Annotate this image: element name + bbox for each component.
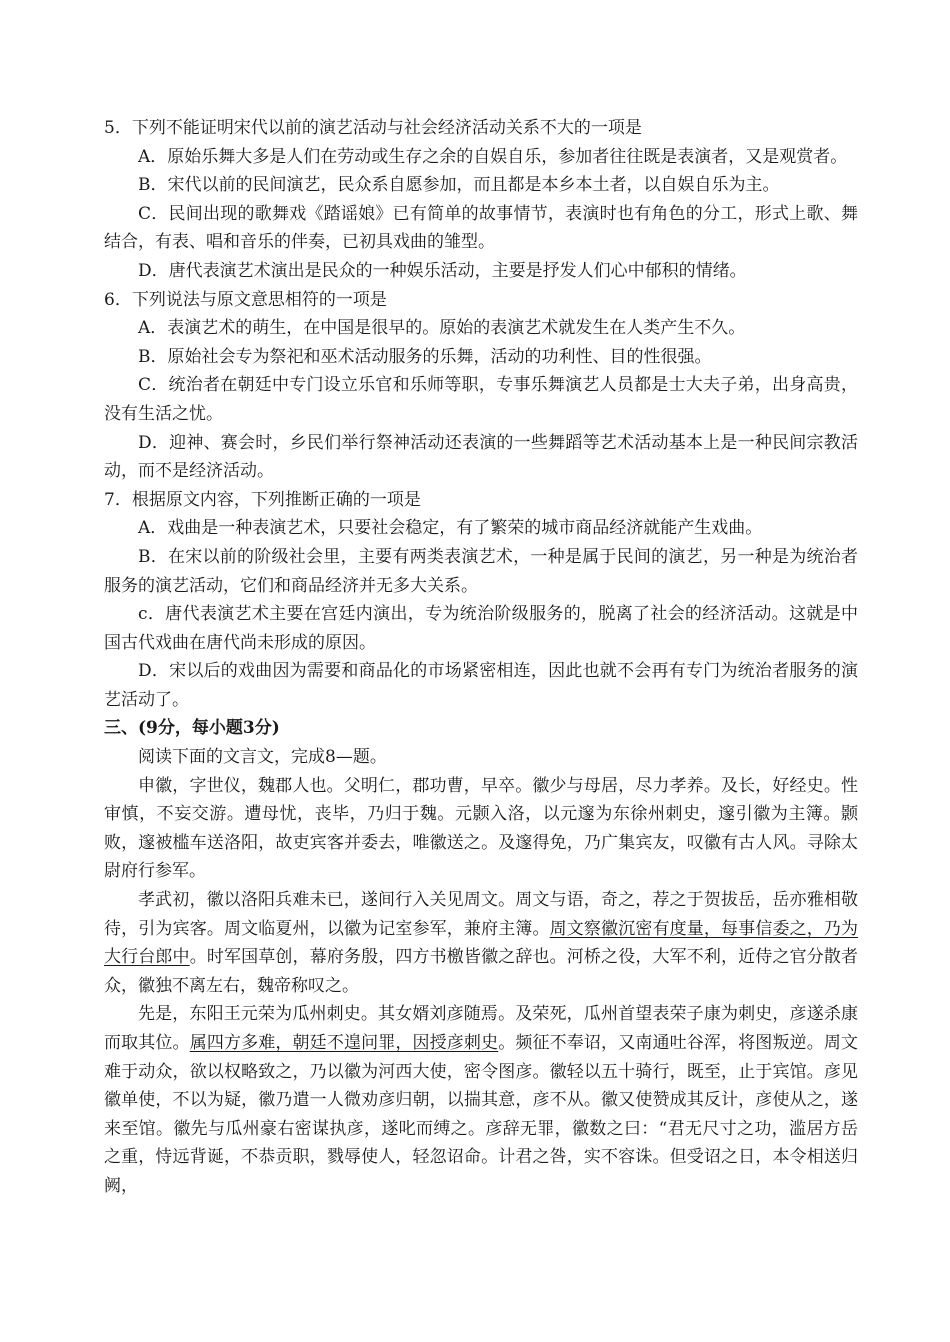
question-6-option-b: B．原始社会专为祭祀和巫术活动服务的乐舞，活动的功利性、目的性很强。 bbox=[138, 346, 712, 367]
question-7-option-c: c．唐代表演艺术主要在宫廷内演出，专为统治阶级服务的，脱离了社会的经济活动。这就是中国古代戏曲在唐代尚未形成的原因。 bbox=[104, 604, 858, 653]
question-5-option-b: B．宋代以前的民间演艺，民众系自愿参加，而且都是本乡本土者，以自娱自乐为主。 bbox=[138, 175, 780, 196]
passage-p3-text-b: 。频征不奉诏，又南通吐谷浑，将图叛逆。周文难于动众，欲以权略致之，乃以徽为河西大使，密令图彦。徽轻以五十骑行，既至，止于宾馆。彦见徽单使，不以为疑，徽乃遣一人微劝彦归朝，以揣其意，彦不从。徽又使赞成其反计，彦使从之，遂来至馆。徽先与瓜州豪右密谋执彦，遂叱而缚之。彦辞无罪，徽数之曰：“君无尺寸之功，滥居方岳之重，恃远背诞，不恭贡职，戮辱使人，轻忽诏命。计君之咎，实不容诛。但受诏之日，本令相送归阙， bbox=[104, 1033, 859, 1196]
passage-paragraph-2 bbox=[104, 886, 858, 1000]
passage-p3-underlined-sentence: 属四方多难，朝廷不遑问罪，因授彦刺史 bbox=[189, 1033, 499, 1053]
passage-p2-text-b: 。时军国草创，幕府务殷，四方书檄皆徽之辞也。河桥之役，大军不利，近侍之官分散者众，徽独不离左右，魏帝称叹之。 bbox=[104, 947, 859, 996]
question-5-option-a: A．原始乐舞大多是人们在劳动或生存之余的自娱自乐，参加者往往既是表演者，又是观赏者。 bbox=[138, 146, 848, 167]
passage-p2-underlined-sentence: 周文察徽沉密有度量，每事信委之，乃为大行台郎中 bbox=[104, 918, 859, 968]
question-5-option-c: C．民间出现的歌舞戏《踏谣娘》已有简单的故事情节，表演时也有角色的分工，形式上歌、舞结合，有表、唱和音乐的伴奏，已初具戏曲的雏型。 bbox=[104, 203, 858, 253]
passage-p2-text-a: 孝武初，徽以洛阳兵难未已，遂间行入关见周文。周文与语，奇之，荐之于贺拔岳，岳亦雅相敬待，引为宾客。周文临夏州，以徽为记室参军，兼府主簿。 bbox=[104, 890, 858, 939]
section-3-instruction: 阅读下面的文言文，完成8—题。 bbox=[138, 747, 387, 768]
question-7-stem: 7．根据原文内容，下列推断正确的一项是 bbox=[104, 489, 421, 510]
question-7-option-d: D．宋以后的戏曲因为需要和商品化的市场紧密相连，因此也就不会再有专门为统治者服务的演艺活动了。 bbox=[104, 661, 858, 710]
passage-p3-text-a: 先是，东阳王元荣为瓜州刺史。其女婿刘彦随焉。及荣死，瓜州首望表荣子康为刺史，彦遂杀康而取其位。 bbox=[104, 1004, 858, 1053]
passage-paragraph-3 bbox=[104, 1000, 858, 1200]
passage-paragraph-1: 申徽，字世仪，魏郡人也。父明仁，郡功曹，早卒。徽少与母居，尽力孝养。及长，好经史。性审慎，不妄交游。遭母忧，丧毕，乃归于魏。元颢入洛，以元邃为东徐州刺史，邃引徽为主簿。颢败，邃被槛车送洛阳，故吏宾客并委去，唯徽送之。及邃得免，乃广集宾友，叹徽有古人风。寻除太尉府行参军。 bbox=[104, 775, 858, 882]
question-5-option-d: D．唐代表演艺术演出是民众的一种娱乐活动，主要是抒发人们心中郁积的情绪。 bbox=[138, 260, 747, 281]
question-7-option-b: B．在宋以前的阶级社会里，主要有两类表演艺术，一种是属于民间的演艺，另一种是为统治者服务的演艺活动，它们和商品经济并无多大关系。 bbox=[104, 546, 858, 596]
question-6-option-a: A．表演艺术的萌生，在中国是很早的。原始的表演艺术就发生在人类产生不久。 bbox=[138, 318, 746, 339]
question-7-option-a: A．戏曲是一种表演艺术，只要社会稳定，有了繁荣的城市商品经济就能产生戏曲。 bbox=[138, 518, 763, 539]
section-3-heading: 三、(9分，每小题3分) bbox=[104, 718, 280, 739]
question-6-stem: 6．下列说法与原文意思相符的一项是 bbox=[104, 289, 387, 310]
question-6-option-c: C．统治者在朝廷中专门设立乐官和乐师等职，专事乐舞演艺人员都是士大夫子弟，出身高贵，没有生活之忧。 bbox=[104, 375, 858, 424]
question-6-option-d: D．迎神、赛会时，乡民们举行祭神活动还表演的一些舞蹈等艺术活动基本上是一种民间宗教活动，而不是经济活动。 bbox=[104, 432, 858, 482]
question-5-stem: 5．下列不能证明宋代以前的演艺活动与社会经济活动关系不大的一项是 bbox=[104, 118, 642, 138]
